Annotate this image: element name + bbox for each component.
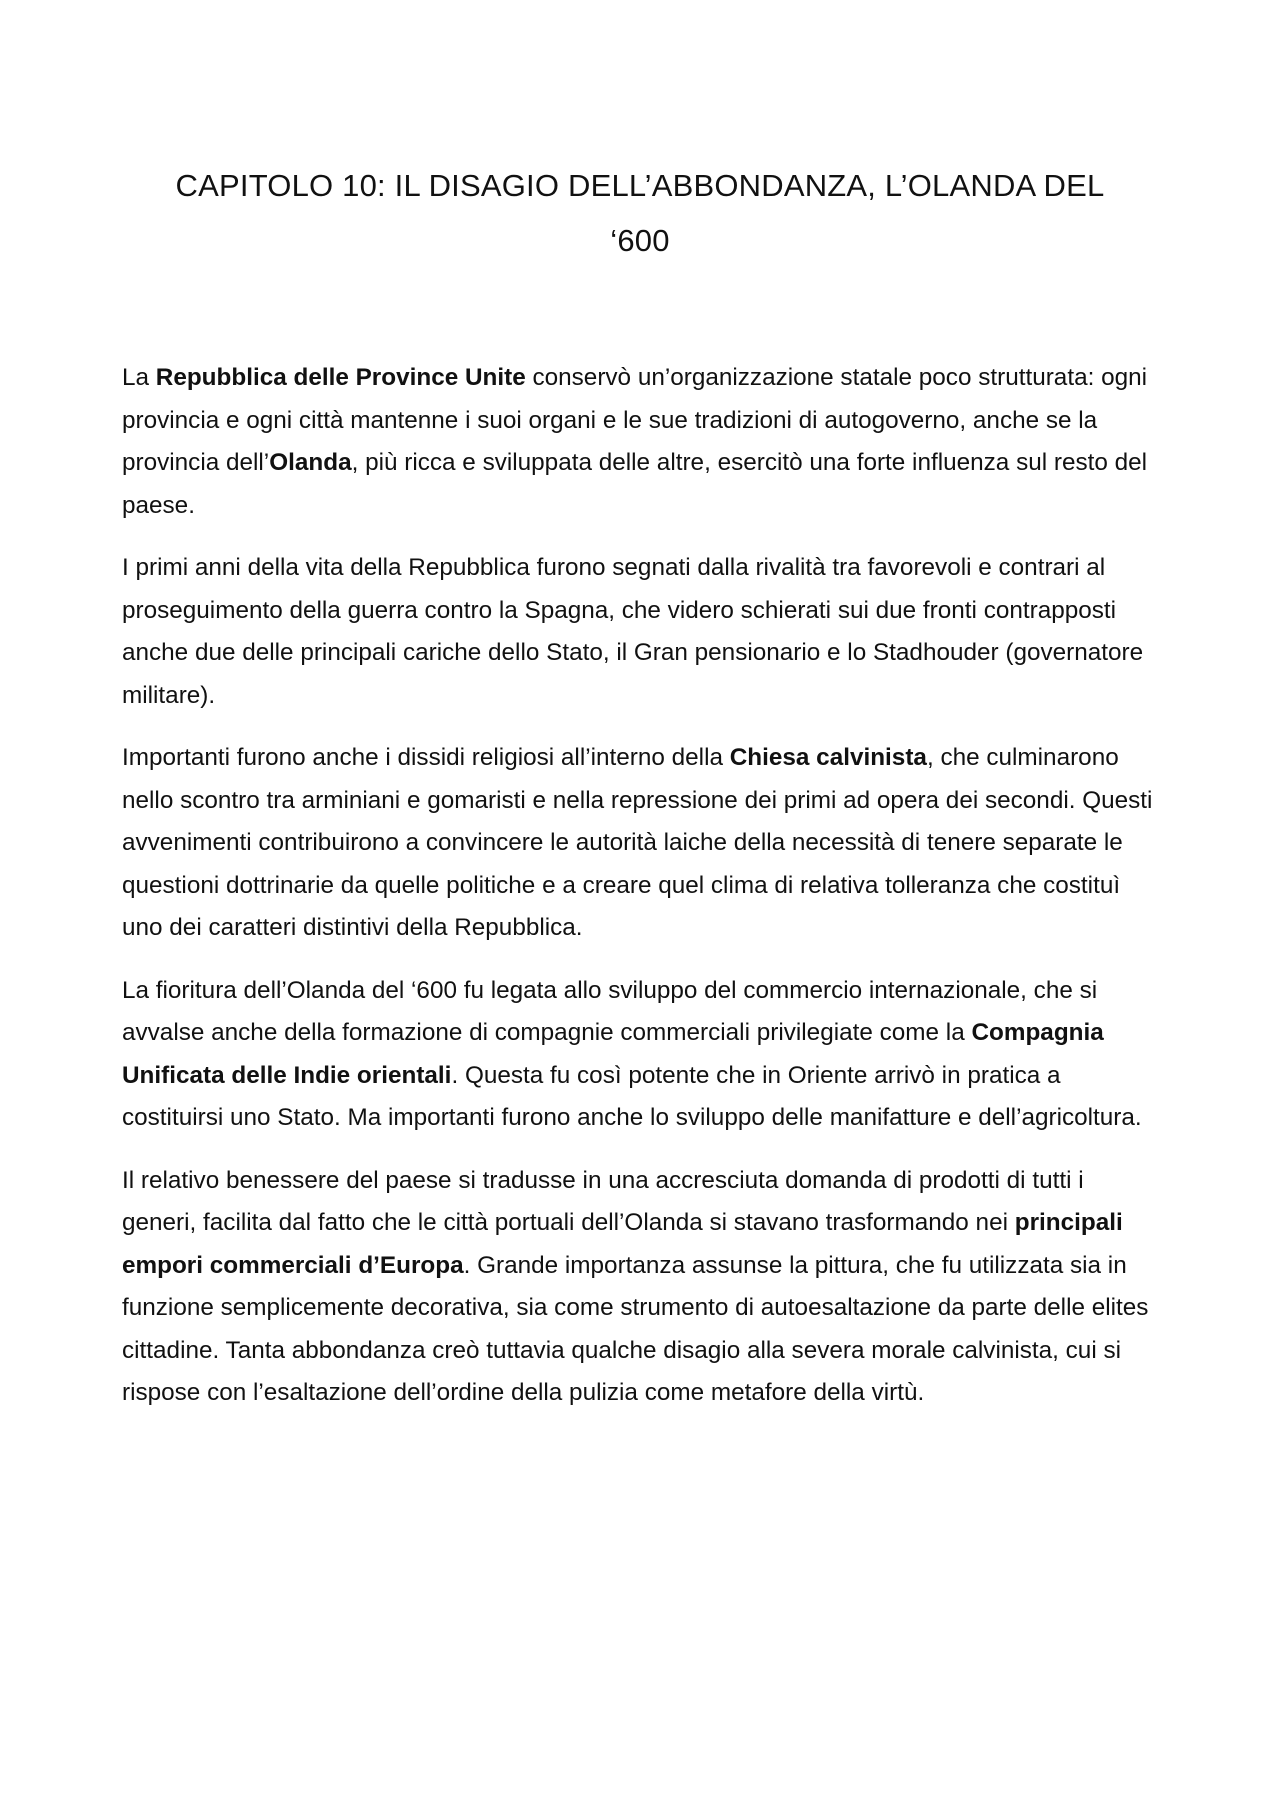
text-run: conservò un’organizzazione statale poco strutturata: ogni provincia e ogni città mantenne i suoi organi e le sue tradizioni di autogoverno, anche se la provincia dell’	[122, 364, 1148, 476]
text-run: La fioritura dell’Olanda del ‘600 fu legata allo sviluppo del commercio internazionale, che si avvalse anche della formazione di compagnie commerciali privilegiate come la	[122, 976, 1098, 1046]
paragraph	[122, 547, 1162, 717]
bold-text: Chiesa calvinista	[729, 744, 927, 771]
paragraph	[122, 357, 1162, 527]
text-run: Importanti furono anche i dissidi religiosi all’interno della	[122, 744, 730, 771]
paragraph	[122, 1160, 1162, 1415]
text-run: , che culminarono nello scontro tra arminiani e gomaristi e nella repressione dei primi ad opera dei secondi. Questi avvenimenti contribuirono a convincere le autorità laiche della necessità di tenere separate le questioni dottrinarie da quelle politiche e a creare quel clima di relativa tolleranza che costituì uno dei caratteri distintivi della Repubblica.	[122, 744, 1153, 941]
bold-text: Olanda	[269, 449, 352, 476]
text-run: I primi anni della vita della Repubblica furono segnati dalla rivalità tra favorevoli e contrari al proseguimento della guerra contro la Spagna, che videro schierati sui due fronti contrapposti anche due delle principali cariche dello Stato, il Gran pensionario e lo Stadhouder (governatore militare).	[122, 554, 1144, 709]
text-run: . Questa fu così potente che in Oriente arrivò in pratica a costituirsi uno Stato. Ma importanti furono anche lo sviluppo delle manifatture e dell’agricoltura.	[122, 1061, 1142, 1131]
text-run: La	[122, 364, 156, 391]
bold-text: Repubblica delle Province Unite	[155, 364, 526, 391]
bold-text: Compagnia Unificata delle Indie orientali	[122, 1019, 1104, 1089]
bold-text: principali empori commerciali d’Europa	[122, 1209, 1123, 1279]
text-run: Il relativo benessere del paese si tradusse in una accresciuta domanda di prodotti di tutti i generi, facilita dal fatto che le città portuali dell’Olanda si stavano trasformando nei	[122, 1166, 1084, 1236]
paragraph	[122, 737, 1162, 950]
document-body	[122, 357, 1162, 1435]
text-run: , più ricca e sviluppata delle altre, esercitò una forte influenza sul resto del paese.	[122, 449, 1148, 519]
text-run: . Grande importanza assunse la pittura, che fu utilizzata sia in funzione semplicemente decorativa, sia come strumento di autoesaltazione da parte delle elites cittadine. Tanta abbondanza creò tuttavia qualche disagio alla severa morale calvinista, cui si rispose con l’esaltazione dell’ordine della pulizia come metafore della virtù.	[122, 1251, 1149, 1406]
paragraph	[122, 970, 1162, 1140]
chapter-title: CAPITOLO 10: IL DISAGIO DELL’ABBONDANZA, L’OLANDA DEL ‘600	[175, 168, 1105, 258]
